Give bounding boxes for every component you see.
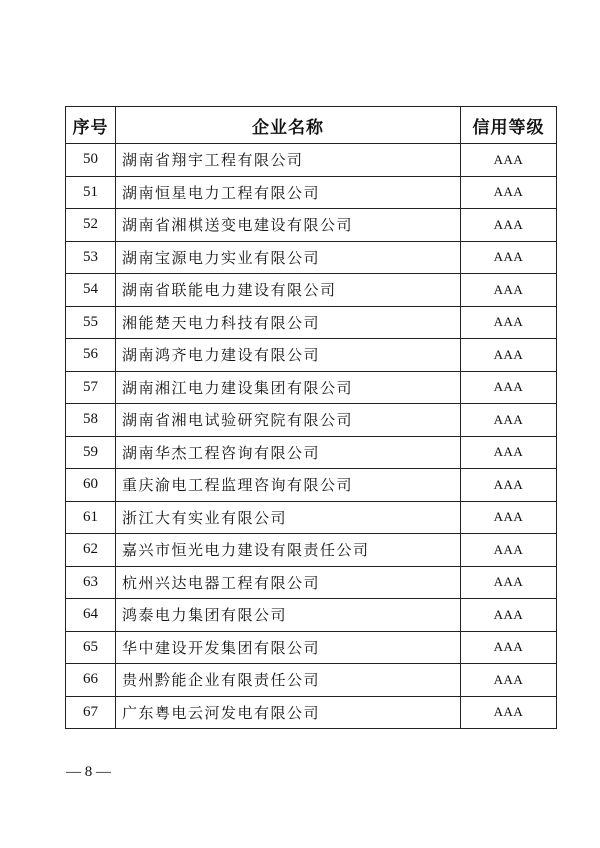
credit-grade: AAA [461,371,557,404]
credit-grade: AAA [461,404,557,437]
header-number: 序号 [66,107,116,144]
table-row [66,404,557,437]
credit-grade: AAA [461,469,557,502]
company-name: 鸿泰电力集团有限公司 [116,599,461,632]
company-name: 湖南省翔宇工程有限公司 [116,144,461,177]
credit-grade: AAA [461,241,557,274]
row-number: 50 [66,144,116,177]
table-row [66,631,557,664]
company-name: 湖南华杰工程咨询有限公司 [116,436,461,469]
credit-grade: AAA [461,339,557,372]
table-row [66,339,557,372]
table-row [66,371,557,404]
company-name: 湖南湘江电力建设集团有限公司 [116,371,461,404]
company-name: 湖南宝源电力实业有限公司 [116,241,461,274]
company-name: 浙江大有实业有限公司 [116,501,461,534]
company-name: 华中建设开发集团有限公司 [116,631,461,664]
credit-grade: AAA [461,566,557,599]
row-number: 54 [66,274,116,307]
row-number: 62 [66,534,116,567]
credit-grade: AAA [461,599,557,632]
table-row [66,534,557,567]
header-company-name: 企业名称 [116,107,461,144]
credit-rating-table [65,106,557,729]
row-number: 63 [66,566,116,599]
row-number: 56 [66,339,116,372]
table-row [66,664,557,697]
page-number: — 8 — [66,764,111,780]
company-name: 杭州兴达电器工程有限公司 [116,566,461,599]
credit-grade: AAA [461,274,557,307]
row-number: 60 [66,469,116,502]
company-name: 湖南省湘棋送变电建设有限公司 [116,209,461,242]
credit-grade: AAA [461,696,557,729]
company-name: 贵州黔能企业有限责任公司 [116,664,461,697]
table-row [66,306,557,339]
company-name: 湖南省湘电试验研究院有限公司 [116,404,461,437]
company-name: 湖南恒星电力工程有限公司 [116,176,461,209]
row-number: 52 [66,209,116,242]
credit-grade: AAA [461,306,557,339]
company-name: 湖南鸿齐电力建设有限公司 [116,339,461,372]
row-number: 59 [66,436,116,469]
header-credit-grade: 信用等级 [461,107,557,144]
credit-grade: AAA [461,534,557,567]
table-row [66,144,557,177]
row-number: 51 [66,176,116,209]
table-row [66,209,557,242]
table-row [66,696,557,729]
table-row [66,274,557,307]
row-number: 61 [66,501,116,534]
row-number: 65 [66,631,116,664]
row-number: 57 [66,371,116,404]
credit-grade: AAA [461,209,557,242]
table-row [66,599,557,632]
table-body [66,144,557,729]
company-name: 重庆渝电工程监理咨询有限公司 [116,469,461,502]
company-name: 湖南省联能电力建设有限公司 [116,274,461,307]
header-row [66,107,557,144]
row-number: 58 [66,404,116,437]
table-row [66,176,557,209]
credit-grade: AAA [461,436,557,469]
table-row [66,566,557,599]
table-header [66,107,557,144]
credit-grade: AAA [461,501,557,534]
table-row [66,241,557,274]
company-name: 湘能楚天电力科技有限公司 [116,306,461,339]
row-number: 55 [66,306,116,339]
row-number: 64 [66,599,116,632]
table-row [66,469,557,502]
company-name: 广东粤电云河发电有限公司 [116,696,461,729]
credit-grade: AAA [461,664,557,697]
credit-grade: AAA [461,144,557,177]
credit-grade: AAA [461,631,557,664]
row-number: 53 [66,241,116,274]
row-number: 67 [66,696,116,729]
table-row [66,436,557,469]
row-number: 66 [66,664,116,697]
table-row [66,501,557,534]
credit-grade: AAA [461,176,557,209]
company-name: 嘉兴市恒光电力建设有限责任公司 [116,534,461,567]
